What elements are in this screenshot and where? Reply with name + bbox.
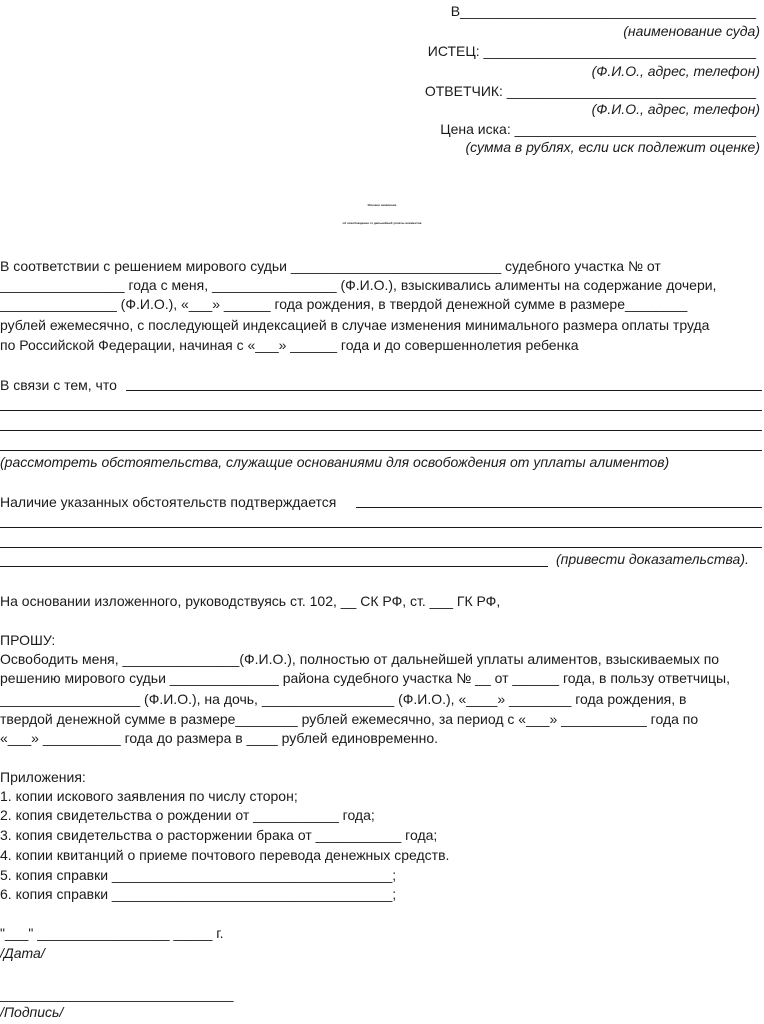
fill-line [356, 507, 762, 508]
attachment-item: 6. копия справки ____________________________________; [0, 886, 397, 902]
claim-price-line: Цена иска: _______________________________ [440, 121, 756, 137]
circumstances-lead: В связи с тем, что [0, 377, 117, 393]
evidence-hint: (привести доказательства). [556, 551, 749, 567]
fill-line [0, 450, 762, 451]
attachment-item: 3. копия свидетельства о расторжении брака от ___________ года; [0, 827, 438, 843]
request-line: «___» __________ года до размера в ____ рублей единовременно. [0, 730, 438, 746]
fill-line [0, 527, 762, 528]
defendant-hint: (Ф.И.О., адрес, телефон) [591, 101, 760, 117]
evidence-lead: Наличие указанных обстоятельств подтверждается [0, 494, 337, 510]
fill-line [0, 547, 762, 548]
signature-hint: /Подпись/ [0, 1004, 64, 1020]
basis-line: На основании изложенного, руководствуясь ст. 102, __ СК РФ, ст. ___ ГК РФ, [0, 593, 501, 609]
claim-price-hint: (сумма в рублях, если иск подлежит оценке) [465, 139, 760, 155]
attachment-item: 2. копия свидетельства о рождении от ___________ года; [0, 807, 375, 823]
court-hint: (наименование суда) [623, 23, 760, 39]
request-line: твердой денежной сумме в размере________ рублей ежемесячно, за период с «___» ___________ года по [0, 711, 699, 727]
paragraph-1-line: ________________ года с меня, ________________ (Ф.И.О.), взыскивались алименты на содержание дочери, [0, 277, 717, 293]
request-heading: ПРОШУ: [0, 632, 56, 648]
paragraph-1-line: рублей ежемесячно, с последующей индексацией в случае изменения минимального размера оплаты труда [0, 317, 710, 333]
court-line: В______________________________________ [450, 3, 756, 19]
paragraph-1-line: по Российской Федерации, начиная с «___» ______ года и до совершеннолетия ребенка [0, 337, 579, 353]
circumstances-hint: (рассмотреть обстоятельства, служащие основаниями для освобождения от уплаты алиментов) [0, 454, 670, 470]
request-line: решению мирового судьи ______________ района судебного участка № __ от ______ года, в пользу ответчицы, [0, 670, 730, 686]
paragraph-1-line: _______________ (Ф.И.О.), «___» ______ года рождения, в твердой денежной сумме в размере________ [0, 296, 688, 312]
attachments-heading: Приложения: [0, 769, 86, 785]
fill-line [126, 390, 762, 391]
request-line: __________________ (Ф.И.О.), на дочь, _________________ (Ф.И.О.), «____» ________ года рождения, в [0, 691, 687, 707]
plaintiff-line: ИСТЕЦ: ___________________________________ [427, 43, 756, 59]
fill-line [0, 410, 762, 411]
fill-line [0, 430, 762, 431]
paragraph-1-line: В соответствии с решением мирового судьи ___________________________ судебного участка № от [0, 258, 661, 274]
attachment-item: 4. копии квитанций о приеме почтового перевода денежных средств. [0, 847, 450, 863]
attachment-item: 1. копии искового заявления по числу сторон; [0, 788, 298, 804]
title-line-2: об освобождении от дальнейшей уплаты алиментов [342, 221, 422, 225]
plaintiff-hint: (Ф.И.О., адрес, телефон) [591, 63, 760, 79]
date-hint: /Дата/ [0, 945, 45, 961]
attachment-item: 5. копия справки ____________________________________; [0, 867, 397, 883]
date-line: "___" _________________ _____ г. [0, 925, 224, 941]
fill-line [0, 566, 548, 567]
signature-line: ______________________________ [0, 986, 234, 1002]
defendant-line: ОТВЕТЧИК: ________________________________ [424, 83, 756, 99]
request-line: Освободить меня, _______________(Ф.И.О.), полностью от дальнейшей уплаты алиментов, взыскиваемых по [0, 651, 720, 667]
title-line-1: Исковое заявление [367, 203, 397, 207]
